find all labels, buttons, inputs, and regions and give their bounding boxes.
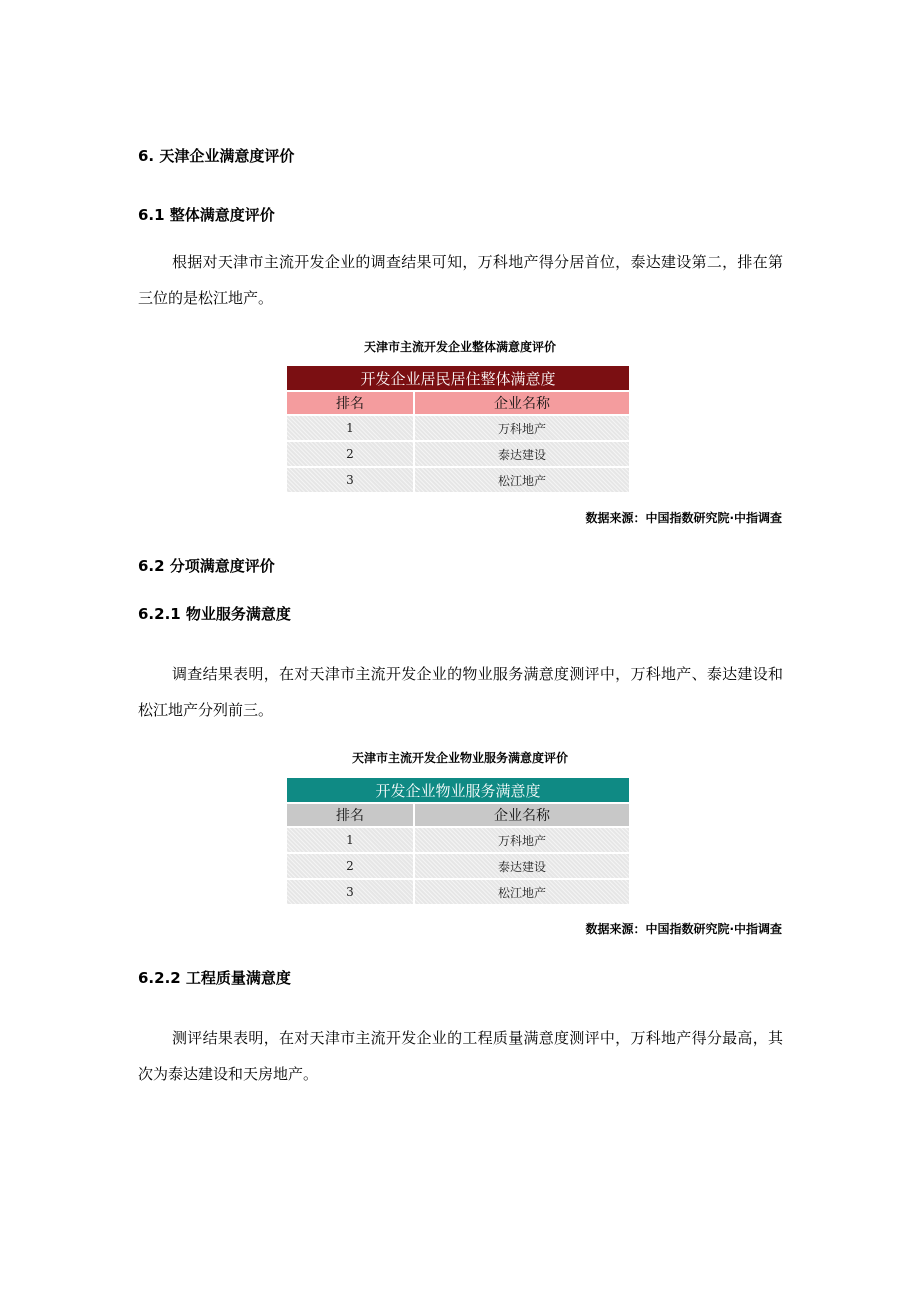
- section-6-2-2-heading: 6.2.2 工程质量满意度: [138, 969, 291, 987]
- column-header-company: 企业名称: [415, 392, 629, 414]
- section-6-2-2-paragraph: 测评结果表明，在对天津市主流开发企业的工程质量满意度测评中，万科地产得分最高，其次为泰达建设和天房地产。: [138, 1029, 783, 1083]
- section-6-2-1-heading: 6.2.1 物业服务满意度: [138, 605, 291, 623]
- table-2-source: 数据来源：中国指数研究院·中指调查: [585, 922, 782, 936]
- rank-cell: 3: [287, 880, 413, 904]
- section-6-2-1-paragraph: 调查结果表明，在对天津市主流开发企业的物业服务满意度测评中，万科地产、泰达建设和松江地产分列前三。: [138, 665, 783, 719]
- table-title-row: [287, 778, 629, 802]
- company-cell: 万科地产: [415, 416, 629, 440]
- company-cell: 松江地产: [415, 468, 629, 492]
- column-header-rank: 排名: [287, 392, 413, 414]
- table-1-source: 数据来源：中国指数研究院·中指调查: [585, 511, 782, 525]
- table-header-row: [287, 392, 629, 414]
- rank-cell: 2: [287, 854, 413, 878]
- column-header-rank: 排名: [287, 804, 413, 826]
- company-cell: 松江地产: [415, 880, 629, 904]
- property-service-satisfaction-table: [285, 776, 631, 906]
- section-6-2-heading: 6.2 分项满意度评价: [138, 557, 275, 575]
- table-row: [287, 416, 629, 440]
- section-6-heading: 6. 天津企业满意度评价: [138, 147, 295, 165]
- table-2-caption: 天津市主流开发企业物业服务满意度评价: [351, 751, 568, 765]
- section-6-1-paragraph: 根据对天津市主流开发企业的调查结果可知，万科地产得分居首位，泰达建设第二，排在第三位的是松江地产。: [138, 253, 783, 307]
- section-6-1-heading: 6.1 整体满意度评价: [138, 206, 275, 224]
- table-row: [287, 828, 629, 852]
- rank-cell: 1: [287, 828, 413, 852]
- table-row: [287, 880, 629, 904]
- rank-cell: 1: [287, 416, 413, 440]
- table-1-caption: 天津市主流开发企业整体满意度评价: [363, 340, 556, 354]
- company-cell: 泰达建设: [415, 442, 629, 466]
- table-row: [287, 442, 629, 466]
- table-header-row: [287, 804, 629, 826]
- table-row: [287, 854, 629, 878]
- table-title-row: [287, 366, 629, 390]
- rank-cell: 3: [287, 468, 413, 492]
- rank-cell: 2: [287, 442, 413, 466]
- table-row: [287, 468, 629, 492]
- overall-satisfaction-table: [285, 364, 631, 494]
- company-cell: 万科地产: [415, 828, 629, 852]
- table-title: 开发企业物业服务满意度: [287, 778, 629, 802]
- column-header-company: 企业名称: [415, 804, 629, 826]
- table-title: 开发企业居民居住整体满意度: [287, 366, 629, 390]
- company-cell: 泰达建设: [415, 854, 629, 878]
